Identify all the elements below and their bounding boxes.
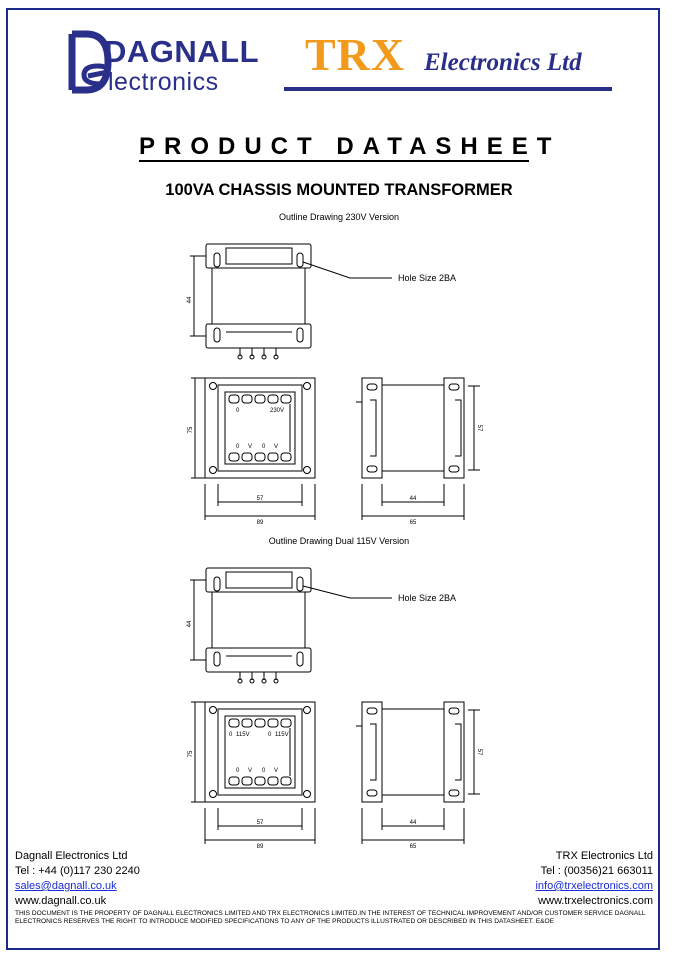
hole-size-label: Hole Size 2BA <box>398 273 457 283</box>
footer-dagnall-tel: Tel : +44 (0)117 230 2240 <box>15 865 140 877</box>
drawing-1-outline <box>0 240 678 525</box>
drawing-2-caption: Outline Drawing Dual 115V Version <box>268 536 410 546</box>
terminal-label: V <box>274 444 279 450</box>
terminal-label: V <box>248 444 253 450</box>
footer-dagnall-email-link[interactable]: sales@dagnall.co.uk <box>15 880 117 892</box>
terminal-label: 115V <box>236 732 250 738</box>
dim-89-label: 89 <box>256 520 264 525</box>
dim-65-label: 65 <box>409 520 417 525</box>
trx-logo-word: TRX <box>305 29 406 80</box>
terminal-label: 0 <box>229 732 233 738</box>
dim-side-label: 57 <box>476 748 482 756</box>
terminal-label: 0 <box>236 408 240 414</box>
trx-logo-rule <box>284 87 612 91</box>
terminal-label: 0 <box>268 732 272 738</box>
dim-side-label: 57 <box>476 424 482 432</box>
dim-depth-label: 75 <box>188 750 194 758</box>
footer-dagnall-web: www.dagnall.co.uk <box>15 895 107 907</box>
product-subtitle: 100VA CHASSIS MOUNTED TRANSFORMER <box>165 181 513 199</box>
dim-depth-label: 75 <box>188 426 194 434</box>
terminal-label: 0 <box>262 444 266 450</box>
footer-trx-web: www.trxelectronics.com <box>538 895 653 907</box>
dim-57-label: 57 <box>256 820 264 826</box>
dim-44-label: 44 <box>409 496 417 502</box>
terminal-label: 115V <box>275 732 289 738</box>
disclaimer-text: THIS DOCUMENT IS THE PROPERTY OF DAGNALL ELECTRONICS LIMITED AND TRX ELECTRONICS LIMITED.IN THE INTEREST OF TECHNICAL IMPROVEMENT AND/OR CUSTOMER SERVICE DAGNALL ELECTRONICS RESERVES THE RIGHT TO INTRODUCE MODIFIED SPECIFICATIONS TO ANY OF THE PRODUCTS ILLUSTRATED OR DESCRIBED IN THIS DATASHEET. E&OE <box>15 910 646 925</box>
dim-57-label: 57 <box>256 496 264 502</box>
page-title: PRODUCT DATASHEET <box>139 133 561 160</box>
dim-height-label: 44 <box>187 620 193 628</box>
dagnall-name: DAGNALL <box>104 34 260 69</box>
title-underline <box>139 160 529 162</box>
terminal-label: 0 <box>262 768 266 774</box>
drawing-2-outline <box>0 564 678 849</box>
dim-89-label: 89 <box>256 844 264 849</box>
footer-trx <box>535 849 653 909</box>
terminal-label: V <box>274 768 279 774</box>
hole-size-label: Hole Size 2BA <box>398 593 457 603</box>
terminal-label: V <box>248 768 253 774</box>
terminal-label: 230V <box>270 408 285 414</box>
dim-44-label: 44 <box>409 820 417 826</box>
footer-dagnall <box>15 849 140 909</box>
drawing-1-caption: Outline Drawing 230V Version <box>278 212 400 222</box>
terminal-label: 0 <box>236 768 240 774</box>
dagnall-sub: lectronics <box>108 68 219 96</box>
trx-logo-sub: Electronics Ltd <box>424 49 582 76</box>
dim-65-label: 65 <box>409 844 417 849</box>
footer-trx-email-link[interactable]: info@trxelectronics.com <box>535 880 653 892</box>
terminal-label: 0 <box>236 444 240 450</box>
footer-trx-tel: Tel : (00356)21 663011 <box>540 865 653 877</box>
footer-trx-company: TRX Electronics Ltd <box>555 850 653 862</box>
footer-dagnall-company: Dagnall Electronics Ltd <box>15 850 128 862</box>
dim-height-label: 44 <box>187 296 193 304</box>
